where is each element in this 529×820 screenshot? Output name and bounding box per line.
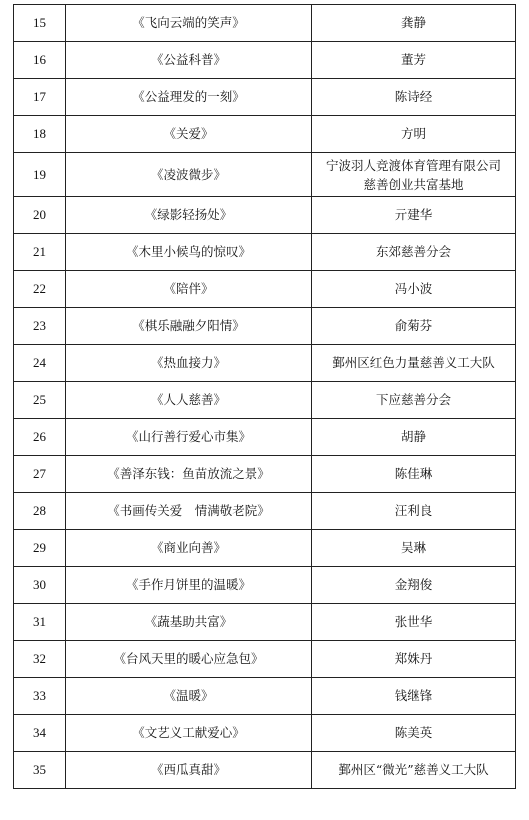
table-row <box>14 752 516 789</box>
work-title: 《关爱》 <box>66 116 312 153</box>
row-number: 18 <box>14 116 66 153</box>
author-name: 龚静 <box>312 5 516 42</box>
table-row <box>14 493 516 530</box>
author-name: 董芳 <box>312 42 516 79</box>
author-name: 郑姝丹 <box>312 641 516 678</box>
award-table <box>13 4 516 789</box>
table-row <box>14 715 516 752</box>
table-row <box>14 641 516 678</box>
row-number: 30 <box>14 567 66 604</box>
row-number: 25 <box>14 382 66 419</box>
table-row <box>14 382 516 419</box>
table-row <box>14 678 516 715</box>
row-number: 23 <box>14 308 66 345</box>
author-name: 鄞州区红色力量慈善义工大队 <box>312 345 516 382</box>
row-number: 33 <box>14 678 66 715</box>
author-name: 宁波羽人竞渡体育管理有限公司 慈善创业共富基地 <box>312 153 516 197</box>
author-name: 胡静 <box>312 419 516 456</box>
author-name: 张世华 <box>312 604 516 641</box>
work-title: 《蔬基助共富》 <box>66 604 312 641</box>
work-title: 《台风天里的暖心应急包》 <box>66 641 312 678</box>
work-title: 《公益理发的一刻》 <box>66 79 312 116</box>
row-number: 26 <box>14 419 66 456</box>
row-number: 21 <box>14 234 66 271</box>
work-title: 《凌波微步》 <box>66 153 312 197</box>
row-number: 16 <box>14 42 66 79</box>
work-title: 《热血接力》 <box>66 345 312 382</box>
work-title: 《山行善行爱心市集》 <box>66 419 312 456</box>
author-name: 方明 <box>312 116 516 153</box>
work-title: 《商业向善》 <box>66 530 312 567</box>
author-name: 东郊慈善分会 <box>312 234 516 271</box>
work-title: 《书画传关爱 情满敬老院》 <box>66 493 312 530</box>
author-name: 金翔俊 <box>312 567 516 604</box>
author-name: 俞菊芬 <box>312 308 516 345</box>
work-title: 《棋乐融融夕阳情》 <box>66 308 312 345</box>
row-number: 29 <box>14 530 66 567</box>
author-name: 下应慈善分会 <box>312 382 516 419</box>
work-title: 《公益科普》 <box>66 42 312 79</box>
author-name: 陈美英 <box>312 715 516 752</box>
row-number: 24 <box>14 345 66 382</box>
table-row <box>14 153 516 197</box>
work-title: 《陪伴》 <box>66 271 312 308</box>
table-row <box>14 42 516 79</box>
work-title: 《绿影轻扬处》 <box>66 197 312 234</box>
table-row <box>14 456 516 493</box>
work-title: 《温暖》 <box>66 678 312 715</box>
work-title: 《文艺义工献爱心》 <box>66 715 312 752</box>
table-row <box>14 79 516 116</box>
table-row <box>14 116 516 153</box>
author-name: 陈佳琳 <box>312 456 516 493</box>
row-number: 31 <box>14 604 66 641</box>
author-name: 冯小波 <box>312 271 516 308</box>
table-row <box>14 271 516 308</box>
row-number: 22 <box>14 271 66 308</box>
author-name: 亓建华 <box>312 197 516 234</box>
row-number: 17 <box>14 79 66 116</box>
work-title: 《人人慈善》 <box>66 382 312 419</box>
row-number: 35 <box>14 752 66 789</box>
author-name: 鄞州区“微光”慈善义工大队 <box>312 752 516 789</box>
row-number: 32 <box>14 641 66 678</box>
work-title: 《木里小候鸟的惊叹》 <box>66 234 312 271</box>
work-title: 《飞向云端的笑声》 <box>66 5 312 42</box>
table-row <box>14 197 516 234</box>
work-title: 《西瓜真甜》 <box>66 752 312 789</box>
table-row <box>14 5 516 42</box>
row-number: 19 <box>14 153 66 197</box>
table-row <box>14 567 516 604</box>
table-row <box>14 419 516 456</box>
row-number: 34 <box>14 715 66 752</box>
table-row <box>14 530 516 567</box>
author-name: 吴琳 <box>312 530 516 567</box>
row-number: 28 <box>14 493 66 530</box>
row-number: 27 <box>14 456 66 493</box>
author-name: 汪利良 <box>312 493 516 530</box>
table-row <box>14 604 516 641</box>
table-body <box>14 5 516 789</box>
row-number: 20 <box>14 197 66 234</box>
author-name: 陈诗经 <box>312 79 516 116</box>
author-name: 钱继锋 <box>312 678 516 715</box>
work-title: 《手作月饼里的温暖》 <box>66 567 312 604</box>
row-number: 15 <box>14 5 66 42</box>
table-row <box>14 308 516 345</box>
table-row <box>14 234 516 271</box>
work-title: 《善泽东钱：鱼苗放流之景》 <box>66 456 312 493</box>
table-row <box>14 345 516 382</box>
